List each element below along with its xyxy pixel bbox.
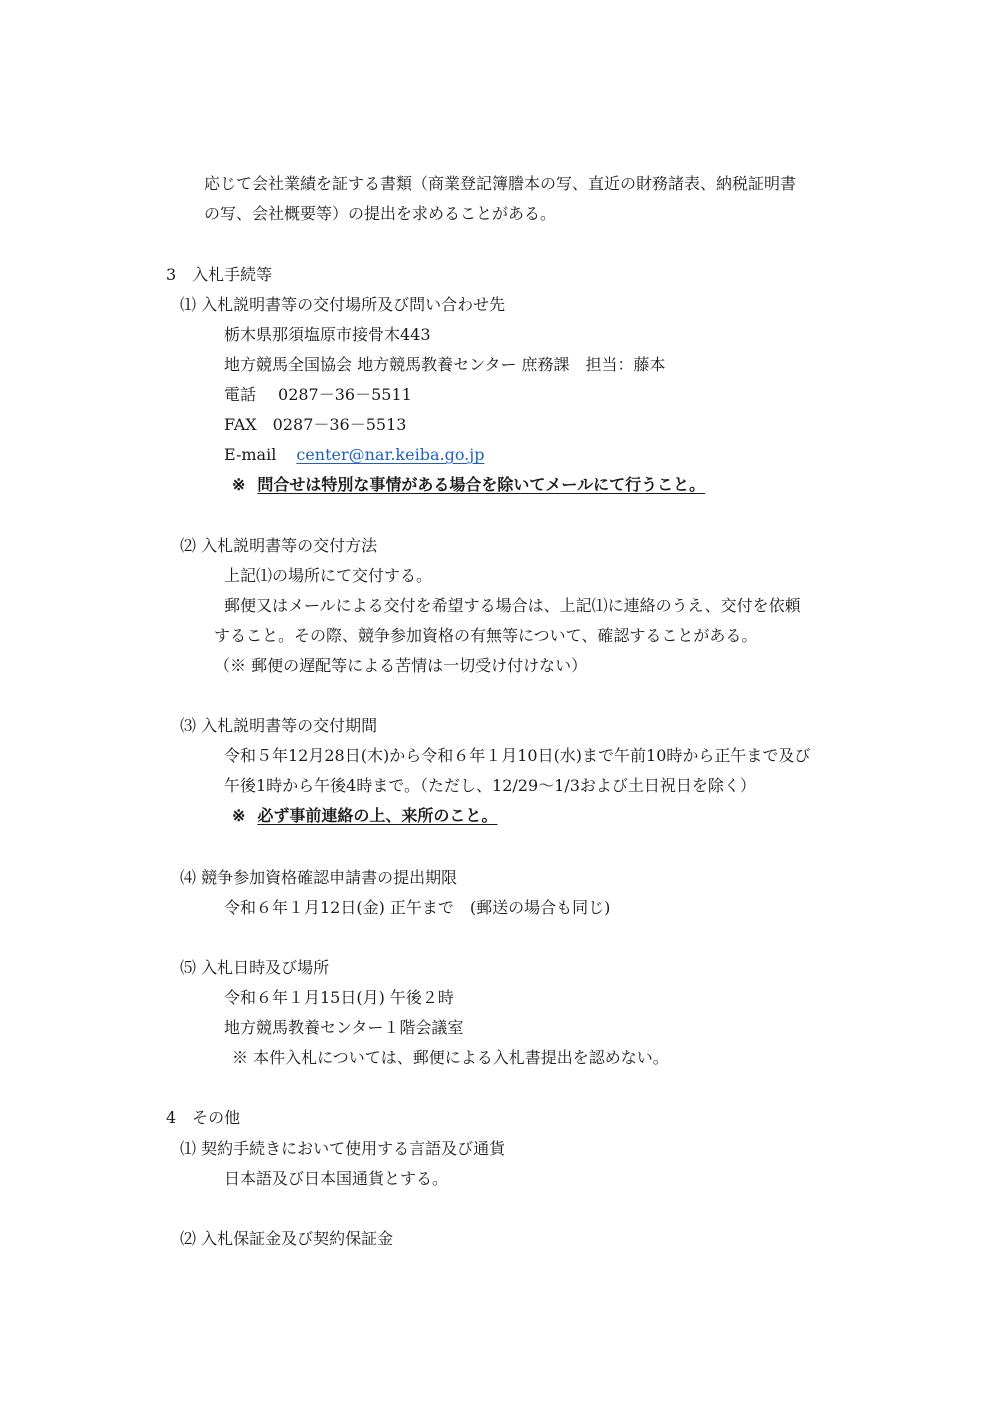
inquiry-note-mark: ※ xyxy=(232,475,246,494)
item-3-5-line-3: ※ 本件入札については、郵便による入札書提出を認めない。 xyxy=(232,1048,669,1067)
tel-label: 電話 xyxy=(224,385,257,404)
item-4-1-title: ⑴ 契約手続きにおいて使用する言語及び通貨 xyxy=(180,1139,506,1158)
item-3-5-title: ⑸ 入札日時及び場所 xyxy=(180,958,330,977)
email-link[interactable]: center@nar.keiba.go.jp xyxy=(296,445,485,464)
organization-line: 地方競馬全国協会 地方競馬教養センター 庶務課 担当：藤本 xyxy=(224,355,666,374)
tel-line xyxy=(224,385,412,405)
inquiry-note xyxy=(232,475,705,495)
visit-note xyxy=(232,806,497,826)
item-3-1-title: ⑴ 入札説明書等の交付場所及び問い合わせ先 xyxy=(180,295,506,314)
item-3-5-line-1: 令和６年１月15日(月) 午後２時 xyxy=(224,988,454,1007)
item-4-2-title: ⑵ 入札保証金及び契約保証金 xyxy=(180,1229,394,1248)
item-3-3-line-1: 令和５年12月28日(木)から令和６年１月10日(水)まで午前10時から正午まで及び xyxy=(224,746,811,765)
item-3-2-line-2: 郵便又はメールによる交付を希望する場合は、上記⑴に連絡のうえ、交付を依頼 xyxy=(224,596,801,615)
tel-number: 0287－36－5511 xyxy=(278,385,412,404)
item-3-2-line-1: 上記⑴の場所にて交付する。 xyxy=(224,566,433,585)
item-3-3-line-2: 午後1時から午後4時まで。（ただし、12/29～1/3および土日祝日を除く） xyxy=(224,776,756,795)
section-3-heading: 3 入札手続等 xyxy=(166,265,273,284)
fax-label: FAX xyxy=(224,415,257,434)
item-3-3-title: ⑶ 入札説明書等の交付期間 xyxy=(180,716,378,735)
item-3-2-title: ⑵ 入札説明書等の交付方法 xyxy=(180,536,378,555)
inquiry-note-text: 問合せは特別な事情がある場合を除いてメールにて行うこと。 xyxy=(257,475,706,494)
fax-number: 0287－36－5513 xyxy=(272,415,407,434)
item-3-5-line-2: 地方競馬教養センター１階会議室 xyxy=(224,1018,464,1037)
item-3-2-line-3: すること。その際、競争参加資格の有無等について、確認することがある。 xyxy=(214,626,758,645)
address-line: 栃木県那須塩原市接骨木443 xyxy=(224,325,431,344)
intro-line-1: 応じて会社業績を証する書類（商業登記簿謄本の写、直近の財務諸表、納税証明書 xyxy=(204,174,797,193)
email-line xyxy=(224,445,484,465)
item-3-4-title: ⑷ 競争参加資格確認申請書の提出期限 xyxy=(180,868,458,887)
visit-note-text: 必ず事前連絡の上、来所のこと。 xyxy=(257,806,498,825)
email-label: E-mail xyxy=(224,445,277,464)
item-3-2-line-4: （※ 郵便の遅配等による苦情は一切受け付けない） xyxy=(214,656,588,675)
fax-line xyxy=(224,415,406,435)
item-3-4-line-1: 令和６年１月12日(金) 正午まで (郵送の場合も同じ) xyxy=(224,898,611,917)
item-4-1-line-1: 日本語及び日本国通貨とする。 xyxy=(224,1169,449,1188)
visit-note-mark: ※ xyxy=(232,806,246,825)
intro-line-2: の写、会社概要等）の提出を求めることがある。 xyxy=(204,204,557,223)
section-4-heading: 4 その他 xyxy=(166,1108,241,1127)
